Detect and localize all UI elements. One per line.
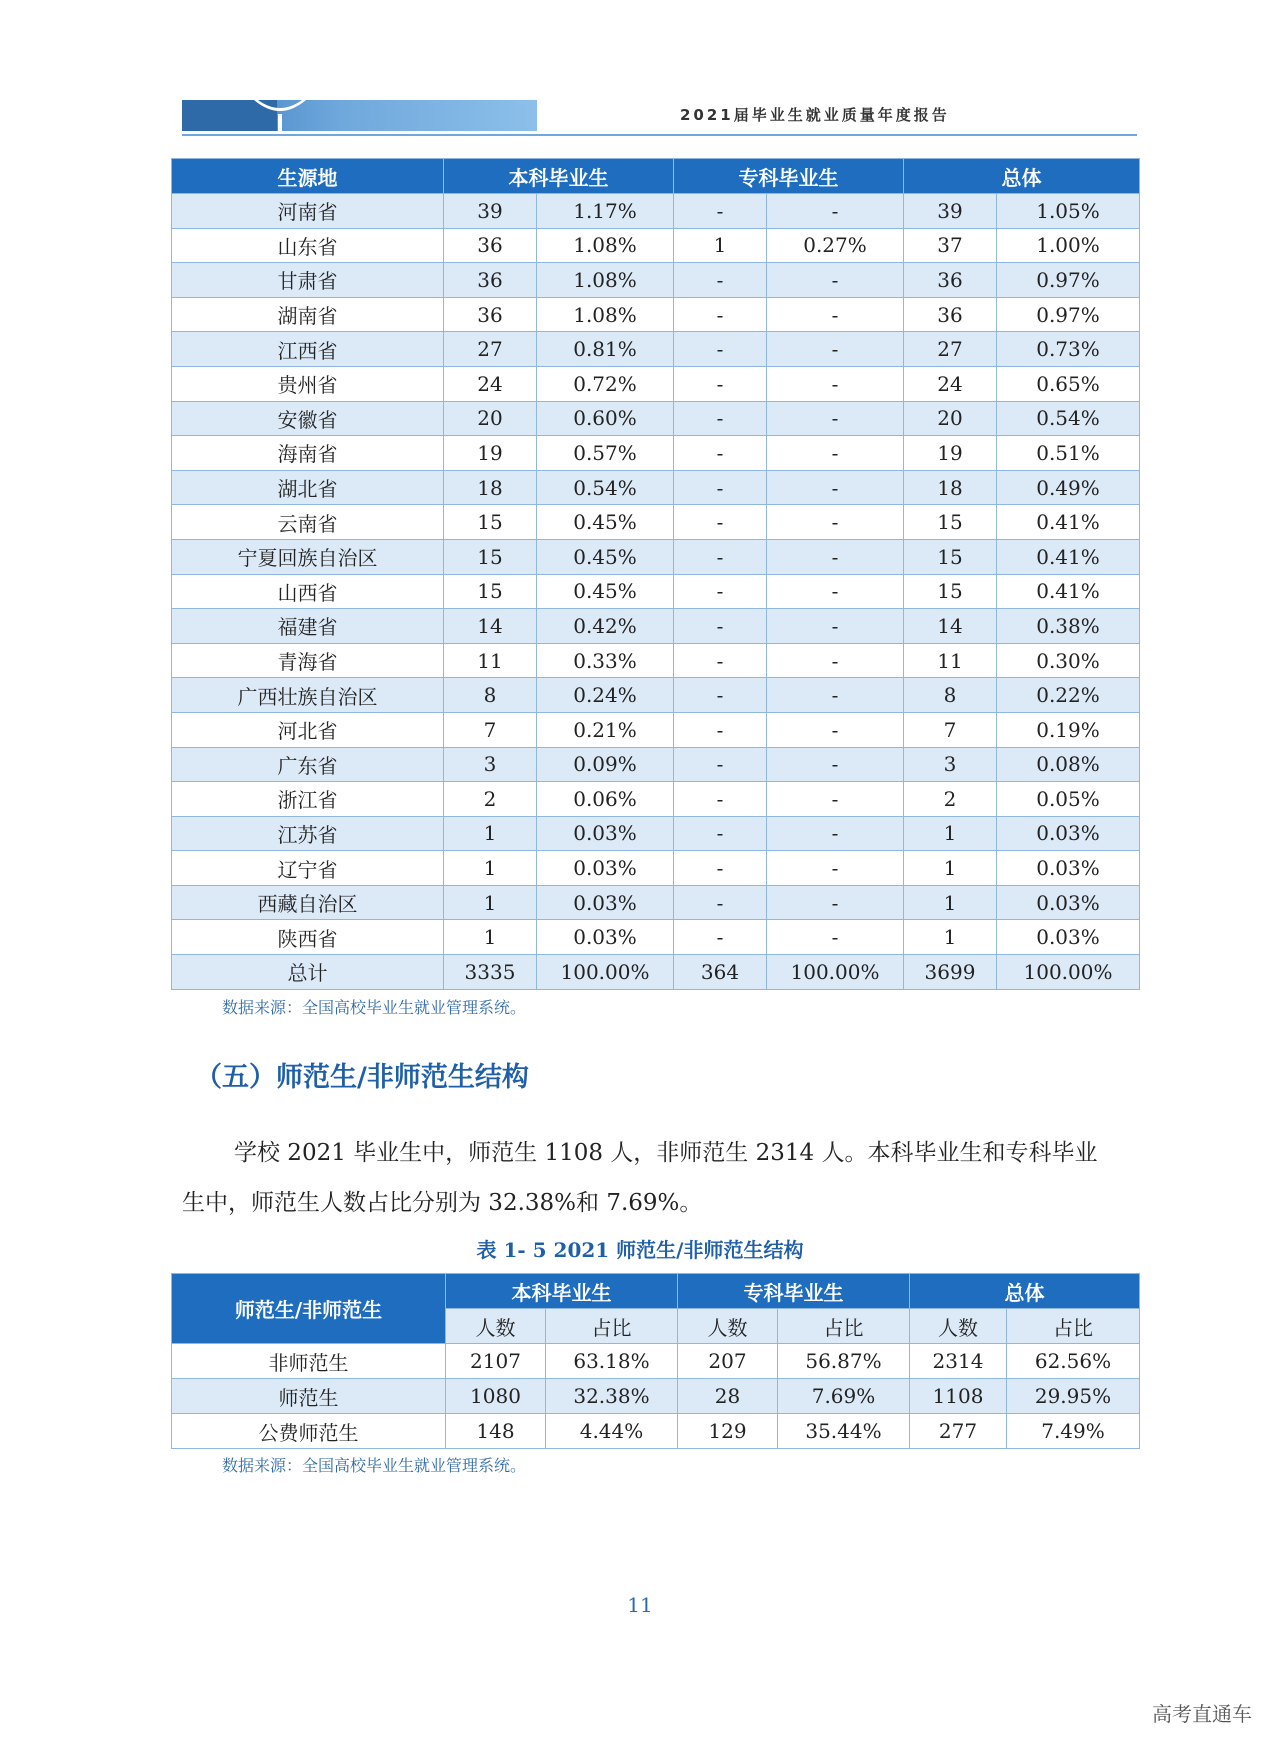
table-cell: 15: [444, 539, 537, 574]
total-label: 总计: [172, 955, 444, 990]
table-cell: 14: [904, 609, 997, 644]
table-cell: -: [767, 712, 904, 747]
table-row: [172, 816, 1140, 851]
province-name: 广东省: [172, 747, 444, 782]
table-cell: 0.65%: [997, 366, 1140, 401]
table-cell: -: [767, 366, 904, 401]
teacher-table-body: [172, 1344, 1140, 1449]
table-cell: 56.87%: [778, 1344, 910, 1379]
table-cell: -: [674, 332, 767, 367]
total-cell: 100.00%: [997, 955, 1140, 990]
province-name: 西藏自治区: [172, 885, 444, 920]
table-cell: 15: [444, 574, 537, 609]
table-row: [172, 332, 1140, 367]
table-cell: 63.18%: [546, 1344, 678, 1379]
table-row: [172, 228, 1140, 263]
table-cell: 0.45%: [537, 574, 674, 609]
table-cell: 18: [444, 470, 537, 505]
table-row: [172, 609, 1140, 644]
table-cell: 0.45%: [537, 539, 674, 574]
table-row: [172, 920, 1140, 955]
table-cell: 24: [904, 366, 997, 401]
table-row: [172, 1414, 1140, 1449]
table-cell: -: [767, 263, 904, 298]
table-cell: 7: [444, 712, 537, 747]
table-cell: -: [674, 470, 767, 505]
province-name: 安徽省: [172, 401, 444, 436]
table-row: [172, 1379, 1140, 1414]
table-cell: -: [674, 678, 767, 713]
table-cell: 35.44%: [778, 1414, 910, 1449]
table-cell: -: [674, 574, 767, 609]
table-row: [172, 851, 1140, 886]
table-cell: -: [674, 263, 767, 298]
table-cell: -: [674, 747, 767, 782]
table-cell: 11: [904, 643, 997, 678]
teacher-table-source: 数据来源：全国高校毕业生就业管理系统。: [222, 1456, 527, 1475]
table-cell: 0.03%: [537, 920, 674, 955]
table-cell: 3: [904, 747, 997, 782]
table-cell: 1: [904, 851, 997, 886]
table-cell: 0.21%: [537, 712, 674, 747]
table-cell: -: [674, 401, 767, 436]
table-row: [172, 297, 1140, 332]
table-cell: 1.05%: [997, 194, 1140, 229]
province-name: 辽宁省: [172, 851, 444, 886]
table-cell: 11: [444, 643, 537, 678]
table-cell: 18: [904, 470, 997, 505]
table-cell: 3: [444, 747, 537, 782]
table-cell: 0.03%: [997, 816, 1140, 851]
table-cell: -: [674, 885, 767, 920]
table-cell: 1.08%: [537, 297, 674, 332]
province-name: 广西壮族自治区: [172, 678, 444, 713]
table-row: [172, 470, 1140, 505]
category-name: 公费师范生: [172, 1414, 446, 1449]
table-cell: 0.22%: [997, 678, 1140, 713]
table-cell: 0.30%: [997, 643, 1140, 678]
category-name: 师范生: [172, 1379, 446, 1414]
table-cell: 0.45%: [537, 505, 674, 540]
col-group-overall: 总体: [910, 1274, 1140, 1309]
table-cell: 27: [444, 332, 537, 367]
table-cell: 19: [444, 436, 537, 471]
table-cell: 15: [904, 539, 997, 574]
table-cell: 0.41%: [997, 539, 1140, 574]
total-row: [172, 955, 1140, 990]
table-cell: 1080: [446, 1379, 546, 1414]
table-cell: 28: [678, 1379, 778, 1414]
table-cell: 0.72%: [537, 366, 674, 401]
table-cell: 19: [904, 436, 997, 471]
total-cell: 364: [674, 955, 767, 990]
table-cell: -: [767, 574, 904, 609]
table-cell: 2: [904, 782, 997, 817]
category-name: 非师范生: [172, 1344, 446, 1379]
subheader-count: 人数: [678, 1309, 778, 1344]
table-cell: 1.08%: [537, 228, 674, 263]
table-cell: 7.49%: [1007, 1414, 1140, 1449]
province-name: 江西省: [172, 332, 444, 367]
table-cell: -: [767, 643, 904, 678]
table-cell: -: [767, 851, 904, 886]
table-row: [172, 782, 1140, 817]
table-cell: 27: [904, 332, 997, 367]
table-cell: 14: [444, 609, 537, 644]
table-cell: -: [674, 366, 767, 401]
table-cell: 0.03%: [537, 851, 674, 886]
table-cell: -: [767, 920, 904, 955]
table-cell: 0.03%: [537, 816, 674, 851]
table-cell: 0.41%: [997, 574, 1140, 609]
table-cell: -: [767, 194, 904, 229]
province-name: 湖南省: [172, 297, 444, 332]
table-cell: 62.56%: [1007, 1344, 1140, 1379]
table-cell: -: [767, 747, 904, 782]
table-cell: -: [767, 539, 904, 574]
table-cell: -: [767, 505, 904, 540]
table-cell: 0.24%: [537, 678, 674, 713]
table-cell: -: [767, 470, 904, 505]
table-cell: 0.49%: [997, 470, 1140, 505]
province-table-source: 数据来源：全国高校毕业生就业管理系统。: [222, 998, 527, 1017]
table-cell: -: [674, 782, 767, 817]
table-cell: 0.73%: [997, 332, 1140, 367]
table-cell: -: [674, 194, 767, 229]
table-cell: 0.97%: [997, 297, 1140, 332]
table-cell: -: [674, 609, 767, 644]
table-cell: -: [767, 885, 904, 920]
table-cell: 1: [904, 885, 997, 920]
teacher-table-header: [172, 1274, 1140, 1309]
table-cell: 0.51%: [997, 436, 1140, 471]
watermark: 高考直通车: [1152, 1702, 1252, 1726]
province-name: 福建省: [172, 609, 444, 644]
table-row: [172, 643, 1140, 678]
table-cell: 277: [910, 1414, 1007, 1449]
table-cell: 0.60%: [537, 401, 674, 436]
subheader-share: 占比: [1007, 1309, 1140, 1344]
table-row: [172, 263, 1140, 298]
table-cell: 0.97%: [997, 263, 1140, 298]
table-cell: 207: [678, 1344, 778, 1379]
table-cell: 0.19%: [997, 712, 1140, 747]
table-cell: 7.69%: [778, 1379, 910, 1414]
section-heading: （五）师范生/非师范生结构: [195, 1062, 529, 1093]
table-cell: 2: [444, 782, 537, 817]
table-cell: 0.54%: [997, 401, 1140, 436]
table-cell: 129: [678, 1414, 778, 1449]
table-cell: 20: [904, 401, 997, 436]
table-cell: 148: [446, 1414, 546, 1449]
province-name: 陕西省: [172, 920, 444, 955]
table-cell: 0.06%: [537, 782, 674, 817]
total-cell: 3335: [444, 955, 537, 990]
table-cell: 8: [904, 678, 997, 713]
report-logo-icon: [250, 92, 310, 136]
table-cell: -: [674, 505, 767, 540]
table-cell: 36: [444, 263, 537, 298]
province-name: 宁夏回族自治区: [172, 539, 444, 574]
table-cell: 0.03%: [997, 851, 1140, 886]
total-cell: 100.00%: [767, 955, 904, 990]
table-cell: -: [674, 920, 767, 955]
table-cell: 36: [904, 297, 997, 332]
table-cell: 29.95%: [1007, 1379, 1140, 1414]
table-cell: 4.44%: [546, 1414, 678, 1449]
table-cell: 1: [904, 920, 997, 955]
table-cell: -: [767, 332, 904, 367]
col-header-college: 专科毕业生: [674, 159, 904, 194]
subheader-share: 占比: [546, 1309, 678, 1344]
table-cell: 20: [444, 401, 537, 436]
table-cell: 32.38%: [546, 1379, 678, 1414]
total-cell: 3699: [904, 955, 997, 990]
table-row: [172, 401, 1140, 436]
subheader-count: 人数: [446, 1309, 546, 1344]
table-cell: -: [674, 712, 767, 747]
table-cell: 15: [904, 574, 997, 609]
province-name: 浙江省: [172, 782, 444, 817]
table-cell: 39: [444, 194, 537, 229]
col-header-overall: 总体: [904, 159, 1140, 194]
subheader-count: 人数: [910, 1309, 1007, 1344]
province-name: 山东省: [172, 228, 444, 263]
teacher-table-caption: 表 1- 5 2021 师范生/非师范生结构: [476, 1238, 804, 1262]
col-header-origin: 生源地: [172, 159, 444, 194]
table-cell: 15: [444, 505, 537, 540]
table-cell: 1: [444, 851, 537, 886]
table-row: [172, 574, 1140, 609]
table-cell: 0.38%: [997, 609, 1140, 644]
province-table-body: [172, 194, 1140, 990]
province-name: 甘肃省: [172, 263, 444, 298]
table-cell: 0.05%: [997, 782, 1140, 817]
header-rule: [182, 134, 1137, 136]
table-cell: -: [674, 851, 767, 886]
table-cell: 36: [904, 263, 997, 298]
table-row: [172, 747, 1140, 782]
province-name: 贵州省: [172, 366, 444, 401]
province-table-header: [172, 159, 1140, 194]
table-cell: -: [767, 782, 904, 817]
table-cell: -: [674, 297, 767, 332]
table-cell: 2107: [446, 1344, 546, 1379]
teacher-table: [171, 1273, 1140, 1449]
province-name: 江苏省: [172, 816, 444, 851]
table-cell: 1.00%: [997, 228, 1140, 263]
table-row: [172, 712, 1140, 747]
table-cell: 0.33%: [537, 643, 674, 678]
table-cell: 39: [904, 194, 997, 229]
table-row: [172, 505, 1140, 540]
table-row: [172, 194, 1140, 229]
subheader-share: 占比: [778, 1309, 910, 1344]
province-name: 海南省: [172, 436, 444, 471]
table-cell: 36: [444, 228, 537, 263]
province-name: 云南省: [172, 505, 444, 540]
col-group-undergrad: 本科毕业生: [446, 1274, 678, 1309]
table-cell: -: [767, 678, 904, 713]
table-cell: 0.08%: [997, 747, 1140, 782]
total-cell: 100.00%: [537, 955, 674, 990]
table-cell: 0.81%: [537, 332, 674, 367]
table-cell: 0.09%: [537, 747, 674, 782]
table-cell: 1: [444, 885, 537, 920]
table-row: [172, 539, 1140, 574]
table-cell: 1.17%: [537, 194, 674, 229]
table-cell: -: [674, 816, 767, 851]
table-cell: 2314: [910, 1344, 1007, 1379]
table-cell: 1: [904, 816, 997, 851]
table-cell: -: [767, 436, 904, 471]
table-cell: -: [767, 609, 904, 644]
table-cell: 7: [904, 712, 997, 747]
table-cell: 0.03%: [997, 920, 1140, 955]
table-cell: 0.03%: [537, 885, 674, 920]
col-header-category: 师范生/非师范生: [172, 1274, 446, 1344]
province-name: 河北省: [172, 712, 444, 747]
table-cell: 1: [444, 816, 537, 851]
province-name: 山西省: [172, 574, 444, 609]
table-cell: 0.42%: [537, 609, 674, 644]
table-cell: 0.54%: [537, 470, 674, 505]
table-cell: 37: [904, 228, 997, 263]
table-cell: 0.03%: [997, 885, 1140, 920]
table-cell: -: [674, 643, 767, 678]
table-cell: 1.08%: [537, 263, 674, 298]
table-cell: 1: [674, 228, 767, 263]
table-cell: 0.27%: [767, 228, 904, 263]
col-header-undergrad: 本科毕业生: [444, 159, 674, 194]
table-row: [172, 678, 1140, 713]
table-row: [172, 436, 1140, 471]
table-cell: 24: [444, 366, 537, 401]
province-table: [171, 158, 1140, 990]
table-cell: 36: [444, 297, 537, 332]
table-cell: -: [674, 539, 767, 574]
province-name: 河南省: [172, 194, 444, 229]
table-cell: 15: [904, 505, 997, 540]
table-cell: -: [767, 816, 904, 851]
table-cell: 0.41%: [997, 505, 1140, 540]
page-number: 11: [627, 1593, 653, 1617]
table-cell: -: [767, 401, 904, 436]
section-paragraph: 学校 2021 毕业生中，师范生 1108 人，非师范生 2314 人。本科毕业生和专科毕业生中，师范生人数占比分别为 32.38%和 7.69%。: [182, 1140, 1098, 1216]
table-cell: 1: [444, 920, 537, 955]
table-cell: 8: [444, 678, 537, 713]
province-name: 湖北省: [172, 470, 444, 505]
table-cell: 0.57%: [537, 436, 674, 471]
report-header-title: 2021届毕业生就业质量年度报告: [680, 106, 950, 124]
table-row: [172, 366, 1140, 401]
table-cell: -: [674, 436, 767, 471]
table-cell: -: [767, 297, 904, 332]
table-row: [172, 1344, 1140, 1379]
province-name: 青海省: [172, 643, 444, 678]
table-cell: 1108: [910, 1379, 1007, 1414]
col-group-college: 专科毕业生: [678, 1274, 910, 1309]
table-row: [172, 885, 1140, 920]
